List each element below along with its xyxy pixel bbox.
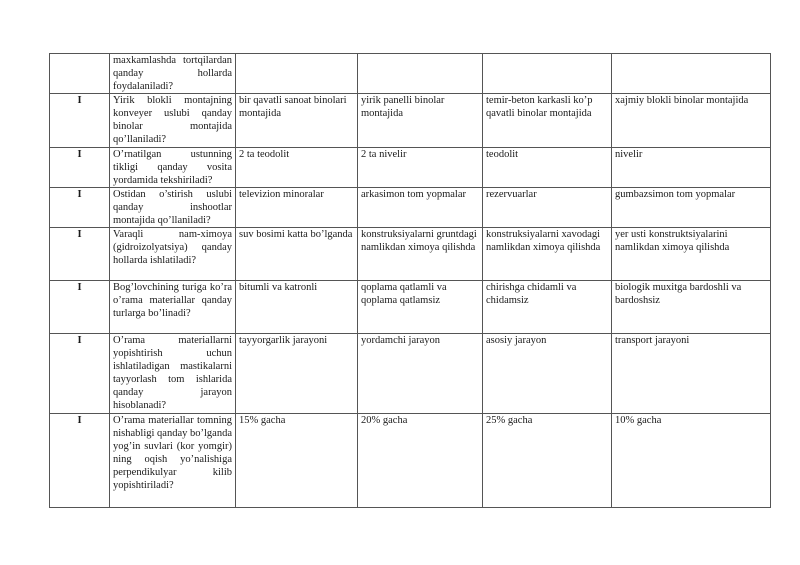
question-number: I	[50, 188, 110, 228]
answer-a: 2 ta teodolit	[236, 148, 358, 188]
question-number: I	[50, 94, 110, 148]
question-text: O’rama materiallarni yopishtirish uchun ishlatiladigan mastikalarni tayyorlash tom ishlarida qanday jarayon hisoblanadi?	[110, 334, 236, 414]
answer-b	[358, 54, 483, 94]
answer-d: yer usti konstruktsiyalarini namlikdan ximoya qilishda	[612, 228, 771, 281]
answer-a	[236, 54, 358, 94]
question-text: Varaqli nam-ximoya (gidroizolyatsiya) qanday hollarda ishlatiladi?	[110, 228, 236, 281]
answer-b: konstruksiyalarni gruntdagi namlikdan ximoya qilishda	[358, 228, 483, 281]
answer-c: chirishga chidamli va chidamsiz	[483, 281, 612, 334]
questions-table	[49, 53, 771, 508]
answer-d: biologik muxitga bardoshli va bardoshsiz	[612, 281, 771, 334]
answer-a: 15% gacha	[236, 414, 358, 508]
question-number	[50, 54, 110, 94]
answer-b: qoplama qatlamli va qoplama qatlamsiz	[358, 281, 483, 334]
answer-c: temir-beton karkasli ko’p qavatli binolar montajida	[483, 94, 612, 148]
table-row	[50, 281, 771, 334]
question-text: Ostidan o’stirish uslubi qanday inshootlar montajida qo’llaniladi?	[110, 188, 236, 228]
answer-b: arkasimon tom yopmalar	[358, 188, 483, 228]
answer-a: televizion minoralar	[236, 188, 358, 228]
answer-d: 10% gacha	[612, 414, 771, 508]
answer-d: gumbazsimon tom yopmalar	[612, 188, 771, 228]
question-number: I	[50, 228, 110, 281]
question-number: I	[50, 281, 110, 334]
answer-d: nivelir	[612, 148, 771, 188]
table-row	[50, 148, 771, 188]
question-number: I	[50, 148, 110, 188]
answer-b: yordamchi jarayon	[358, 334, 483, 414]
question-text: Yirik blokli montajning konveyer uslubi qanday binolar montajida qo’llaniladi?	[110, 94, 236, 148]
answer-c	[483, 54, 612, 94]
question-text: O’rama materiallar tomning nishabligi qanday bo’lganda yog’in suvlari (kor yomgir) ning oqish yo’nalishiga perpendikulyar kilib yopishtiriladi?	[110, 414, 236, 508]
answer-c: rezervuarlar	[483, 188, 612, 228]
table-row	[50, 414, 771, 508]
table-row	[50, 334, 771, 414]
answer-d: xajmiy blokli binolar montajida	[612, 94, 771, 148]
table-row	[50, 94, 771, 148]
answer-a: bir qavatli sanoat binolari montajida	[236, 94, 358, 148]
answer-d	[612, 54, 771, 94]
answer-d: transport jarayoni	[612, 334, 771, 414]
question-number: I	[50, 334, 110, 414]
question-text: Bog’lovchining turiga ko’ra o’rama materiallar qanday turlarga bo’linadi?	[110, 281, 236, 334]
table-row	[50, 228, 771, 281]
table-row	[50, 54, 771, 94]
question-text: maxkamlashda tortqilardan qanday hollarda foydalaniladi?	[110, 54, 236, 94]
question-number: I	[50, 414, 110, 508]
table-row	[50, 188, 771, 228]
question-text: O’rnatilgan ustunning tikligi qanday vosita yordamida tekshiriladi?	[110, 148, 236, 188]
answer-a: bitumli va katronli	[236, 281, 358, 334]
answer-c: teodolit	[483, 148, 612, 188]
answer-c: 25% gacha	[483, 414, 612, 508]
answer-b: 2 ta nivelir	[358, 148, 483, 188]
answer-a: tayyorgarlik jarayoni	[236, 334, 358, 414]
answer-c: konstruksiyalarni xavodagi namlikdan ximoya qilishda	[483, 228, 612, 281]
answer-a: suv bosimi katta bo’lganda	[236, 228, 358, 281]
answer-b: yirik panelli binolar montajida	[358, 94, 483, 148]
answer-b: 20% gacha	[358, 414, 483, 508]
answer-c: asosiy jarayon	[483, 334, 612, 414]
